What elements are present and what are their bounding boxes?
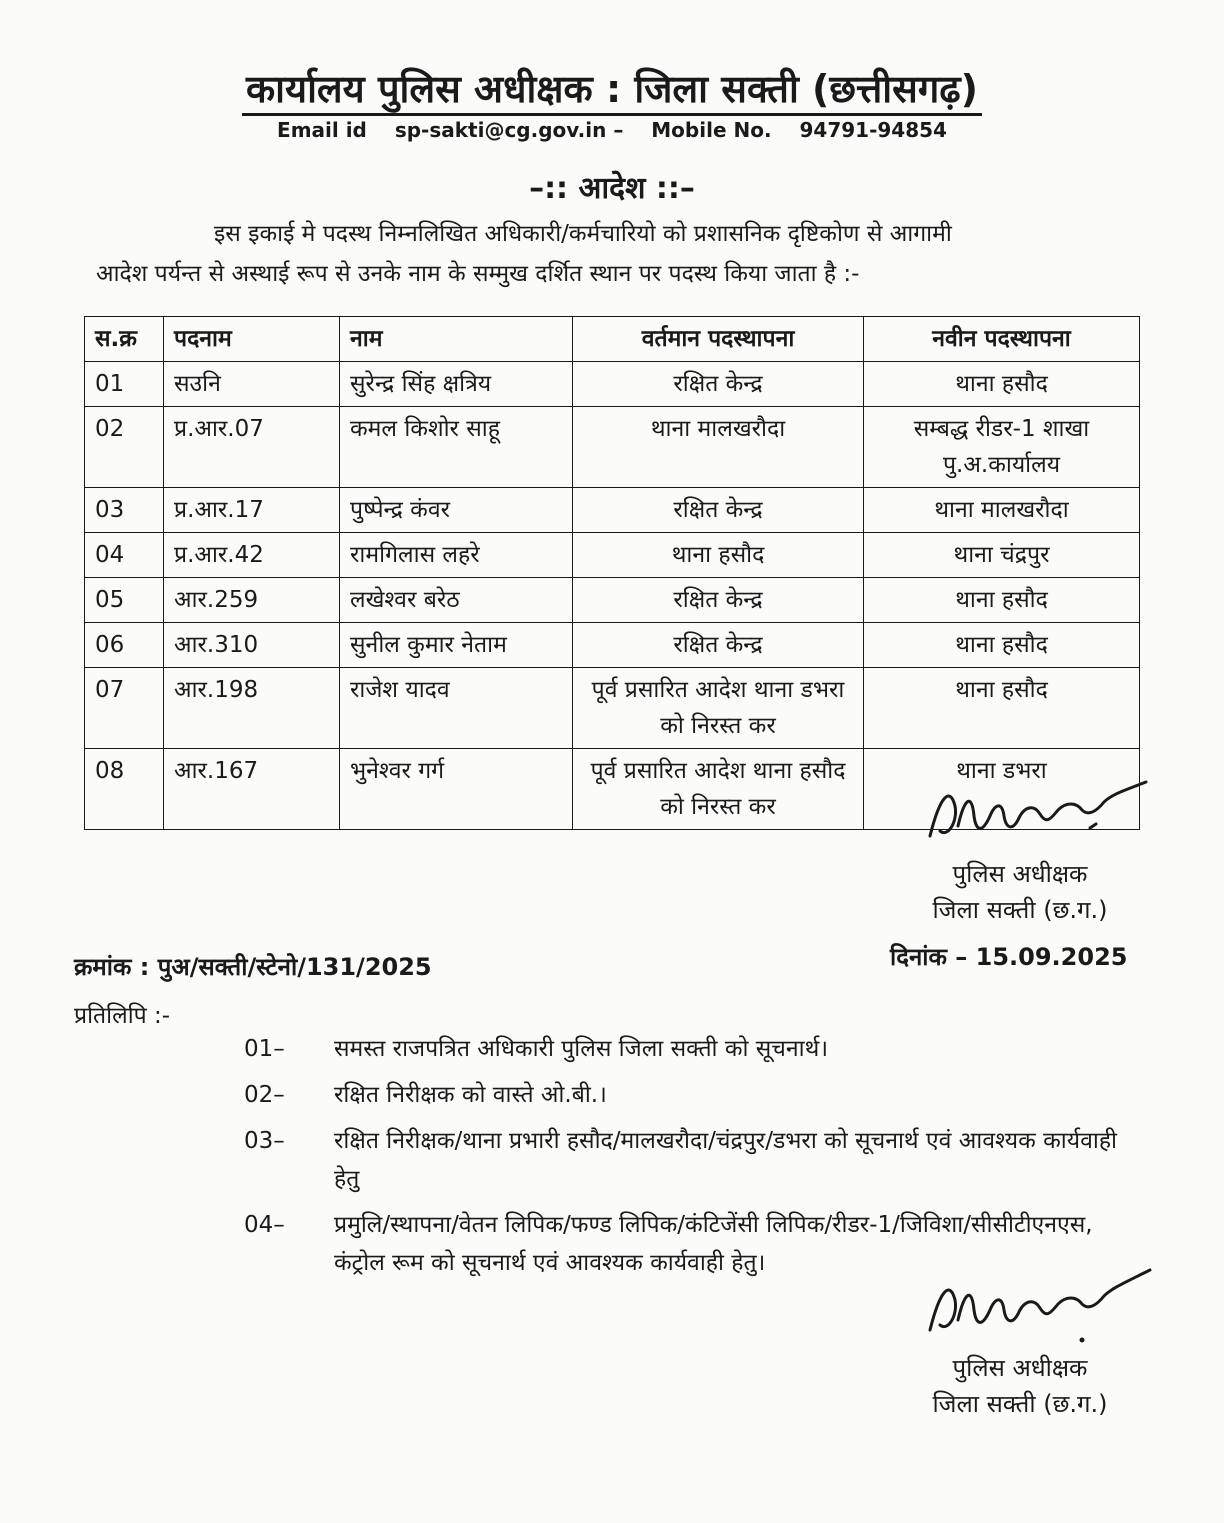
cell-name: रामगिलास लहरे [340,533,573,578]
table-row [85,668,1140,749]
copy-text: रक्षित निरीक्षक/थाना प्रभारी हसौद/मालखरौदा/चंद्रपुर/डभरा को सूचनार्थ एवं आवश्यक कार्यवाही हेतु [334,1128,1118,1192]
cell-post: प्र.आर.17 [164,488,340,533]
cell-new-posting: थाना चंद्रपुर [864,533,1140,578]
cell-current-posting: रक्षित केन्द्र [573,623,864,668]
cell-serial: 08 [85,749,164,830]
signature-scribble [900,1240,1160,1350]
header-serial: स.क्र [85,317,164,362]
intro-paragraph [96,214,1116,294]
table-row [85,578,1140,623]
copy-number: 01– [244,1036,285,1062]
table-row [85,362,1140,407]
mobile-label: Mobile No. [651,118,772,142]
copy-number: 03– [244,1128,285,1154]
cell-current-posting: रक्षित केन्द्र [573,362,864,407]
intro-line-1: इस इकाई मे पदस्थ निम्नलिखित अधिकारी/कर्मचारियो को प्रशासनिक दृष्टिकोण से आगामी [214,221,952,247]
mobile-number: 94791-94854 [799,118,947,142]
cell-post: प्र.आर.07 [164,407,340,488]
cell-current-posting: पूर्व प्रसारित आदेश थाना हसौद को निरस्त कर [573,749,864,830]
cell-post: आर.167 [164,749,340,830]
office-title: कार्यालय पुलिस अधीक्षक : जिला सक्ती (छत्तीसगढ़) [0,62,1224,114]
cell-current-posting: रक्षित केन्द्र [573,578,864,623]
cell-name: कमल किशोर साहू [340,407,573,488]
cell-current-posting: पूर्व प्रसारित आदेश थाना डभरा को निरस्त कर [573,668,864,749]
copy-number: 04– [244,1212,285,1238]
copy-text: समस्त राजपत्रित अधिकारी पुलिस जिला सक्ती को सूचनार्थ। [334,1036,829,1062]
cell-serial: 03 [85,488,164,533]
cell-new-posting: थाना डभरा [864,749,1140,830]
copy-text: रक्षित निरीक्षक को वास्ते ओ.बी.। [334,1082,607,1108]
cell-name: सुरेन्द्र सिंह क्षत्रिय [340,362,573,407]
cell-name: भुनेश्वर गर्ग [340,749,573,830]
cell-new-posting: थाना हसौद [864,362,1140,407]
order-date: दिनांक – 15.09.2025 [890,943,1128,971]
list-item [244,1122,1144,1198]
list-item [244,1076,1144,1114]
cell-name: राजेश यादव [340,668,573,749]
copy-number: 02– [244,1082,285,1108]
cell-name: लखेश्वर बरेठ [340,578,573,623]
cell-serial: 01 [85,362,164,407]
copy-label: प्रतिलिपि :- [74,1003,171,1029]
signature-designation: पुलिस अधीक्षक [952,860,1088,888]
copy-text: प्रमुलि/स्थापना/वेतन लिपिक/फण्ड लिपिक/कंटिजेंसी लिपिक/रीडर-1/जिविशा/सीसीटीएनएस, कंट्रोल रूम को सूचनार्थ एवं आवश्यक कार्यवाही हेतु। [334,1212,1093,1276]
contact-line [0,118,1224,142]
cell-serial: 05 [85,578,164,623]
table-row [85,533,1140,578]
cell-name: पुष्पेन्द्र कंवर [340,488,573,533]
cell-post: आर.198 [164,668,340,749]
cell-name: सुनील कुमार नेताम [340,623,573,668]
table-row [85,407,1140,488]
reference-number: क्रमांक : पुअ/सक्ती/स्टेनो/131/2025 [74,953,432,981]
table-row [85,488,1140,533]
cell-serial: 04 [85,533,164,578]
cell-current-posting: थाना मालखरौदा [573,407,864,488]
list-item [244,1030,1144,1068]
table-row [85,623,1140,668]
signature-block-bottom [900,1240,1140,1422]
intro-line-2: आदेश पर्यन्त से अस्थाई रूप से उनके नाम के सम्मुख दर्शित स्थान पर पदस्थ किया जाता है :- [96,261,860,287]
cell-post: सउनि [164,362,340,407]
cell-post: आर.310 [164,623,340,668]
cell-new-posting: थाना हसौद [864,623,1140,668]
signature-scribble [900,776,1160,856]
order-heading: –:: आदेश ::– [529,171,695,206]
email-label: Email id [277,118,367,142]
cell-post: आर.259 [164,578,340,623]
signature-block-top [900,776,1140,928]
cell-post: प्र.आर.42 [164,533,340,578]
posting-table [84,316,1140,830]
cell-new-posting: थाना हसौद [864,668,1140,749]
cell-serial: 02 [85,407,164,488]
header-new-posting: नवीन पदस्थापना [864,317,1140,362]
signature-district: जिला सक्ती (छ.ग.) [932,896,1108,924]
cell-new-posting: थाना मालखरौदा [864,488,1140,533]
cell-current-posting: रक्षित केन्द्र [573,488,864,533]
table-header-row [85,317,1140,362]
cell-new-posting: थाना हसौद [864,578,1140,623]
header-post: पदनाम [164,317,340,362]
cell-serial: 07 [85,668,164,749]
email-address: sp-sakti@cg.gov.in – [394,118,624,142]
cell-current-posting: थाना हसौद [573,533,864,578]
header-name: नाम [340,317,573,362]
header-current-posting: वर्तमान पदस्थापना [573,317,864,362]
cell-serial: 06 [85,623,164,668]
cell-new-posting: सम्बद्ध रीडर-1 शाखा पु.अ.कार्यालय [864,407,1140,488]
signature-district: जिला सक्ती (छ.ग.) [932,1390,1108,1418]
signature-designation: पुलिस अधीक्षक [952,1354,1088,1382]
